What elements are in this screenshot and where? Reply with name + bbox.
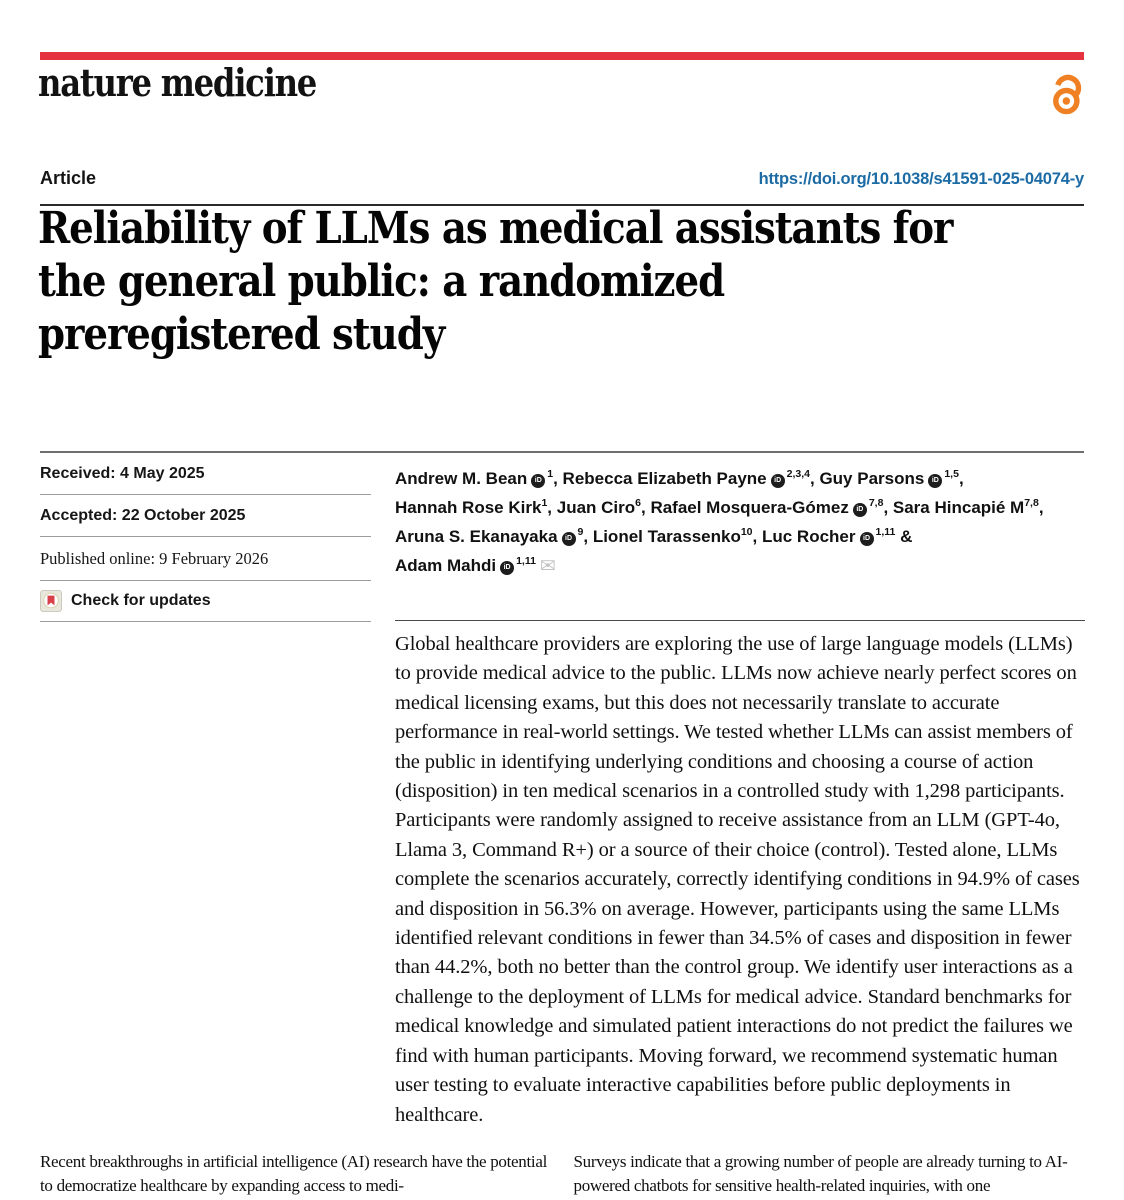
crossmark-icon	[40, 590, 62, 612]
abstract-text: Global healthcare providers are exploring the use of large language models (LLMs) to provide medical advice to the public. LLMs now achieve nearly perfect scores on medical licensing exams, but this does not necessarily translate to accurate performance in real-world settings. We tested whether LLMs can assist members of the public in identifying underlying conditions and choosing a course of action (disposition) in ten medical scenarios in a controlled study with 1,298 participants. Participants were randomly assigned to receive assistance from an LLM (GPT-4o, Llama 3, Command R+) or a source of their choice (control). Tested alone, LLMs complete the scenarios accurately, correctly identifying conditions in 94.9% of cases and disposition in 56.3% on average. However, participants using the same LLMs identified relevant conditions in fewer than 34.5% of cases and disposition in fewer than 44.2%, both no better than the control group. We identify user interactions as a challenge to the deployment of LLMs for medical advice. Standard benchmarks for medical knowledge and simulated patient interactions do not predict the failures we find with human participants. Moving forward, we recommend systematic human user testing to evaluate interactive capabilities before public deployments in healthcare.	[395, 633, 1080, 1126]
author-name: Juan Ciro	[556, 498, 636, 517]
header-meta	[40, 168, 1084, 189]
author-affiliation-superscript: 7,8	[1024, 497, 1039, 509]
orcid-icon[interactable]: iD	[562, 532, 576, 546]
orcid-icon[interactable]: iD	[771, 474, 785, 488]
author-name: Guy Parsons	[819, 469, 925, 488]
email-icon[interactable]: ✉	[539, 556, 556, 577]
author-affiliation-superscript: 2,3,4	[786, 468, 810, 480]
body-column-left: Recent breakthroughs in artificial intelligence (AI) research have the potential to democratize healthcare by expanding access to medi-	[40, 1152, 548, 1195]
orcid-icon[interactable]: iD	[853, 503, 867, 517]
author-affiliation-superscript: 1,11	[875, 526, 896, 538]
doi-link[interactable]: https://doi.org/10.1038/s41591-025-04074-y	[758, 170, 1084, 188]
received-date	[40, 453, 371, 495]
orcid-icon[interactable]: iD	[928, 474, 942, 488]
check-for-updates[interactable]	[40, 581, 371, 622]
published-date-label: Published online: 9 February 2026	[40, 549, 269, 568]
author-line	[395, 549, 1085, 579]
author-affiliation-superscript: 1	[547, 468, 554, 480]
author-affiliation-superscript: 1	[541, 497, 548, 509]
received-date-label: Received: 4 May 2025	[40, 465, 205, 482]
author-affiliation-superscript: 6	[635, 497, 641, 509]
author-name: Lionel Tarassenko	[592, 527, 741, 546]
article-type-label: Article	[40, 168, 97, 188]
open-access-icon	[1049, 62, 1083, 119]
author-name: Aruna S. Ekanayaka	[395, 527, 558, 546]
accepted-date	[40, 495, 371, 537]
brand-rule	[40, 52, 1084, 60]
author-affiliation-superscript: 7,8	[868, 497, 884, 509]
author-affiliation-superscript: 1,11	[516, 555, 536, 567]
page-title: Reliability of LLMs as medical assistants for the general public: a randomized preregistered study	[38, 203, 953, 360]
author-line: Aruna S. Ekanayaka $iD^9$, Lionel Tarassenko$^{10}$, Luc Rocher iD$^{1,11}$ &	[395, 526, 913, 546]
journal-logo: nature medicine	[38, 60, 317, 105]
author-line: Andrew M. Bean $iD^1$, Rebecca Elizabeth Payne iD$^{2,3,4}$, Guy Parsons iD$^{1,5}$,	[395, 468, 964, 488]
author-name: Luc Rocher	[761, 527, 856, 546]
article-lead	[395, 453, 1085, 1130]
author-name: Hannah Rose Kirk	[395, 498, 542, 517]
abstract-divider	[395, 620, 1085, 621]
article-timeline	[40, 453, 371, 622]
author-name: Andrew M. Bean	[395, 469, 528, 488]
check-for-updates-label: Check for updates	[71, 592, 211, 609]
author-affiliation-superscript: 10	[740, 526, 753, 538]
author-name: Rebecca Elizabeth Payne	[562, 469, 767, 488]
orcid-icon[interactable]: iD	[860, 532, 874, 546]
author-name: Adam Mahdi	[395, 556, 497, 575]
accepted-date-label: Accepted: 22 October 2025	[40, 507, 246, 524]
article-body	[40, 1150, 1084, 1198]
orcid-icon[interactable]: iD	[531, 474, 545, 488]
author-list	[395, 462, 1085, 579]
author-affiliation-superscript: 9	[577, 526, 584, 538]
author-line: Hannah Rose Kirk$^1$, Juan Ciro$^6$, Rafael Mosquera-Gómez iD$^{7,8}$, Sara Hincapié M$^{7,8}$,	[395, 497, 1044, 517]
orcid-icon[interactable]: iD	[500, 561, 514, 575]
author-name: Rafael Mosquera-Gómez	[650, 498, 849, 517]
body-column-right: Surveys indicate that a growing number of people are already turning to AI-powered chatbots for sensitive health-related inquiries, with one	[573, 1152, 1068, 1195]
published-date	[40, 537, 371, 581]
author-name: Sara Hincapié M	[892, 498, 1025, 517]
author-affiliation-superscript: 1,5	[944, 468, 959, 480]
